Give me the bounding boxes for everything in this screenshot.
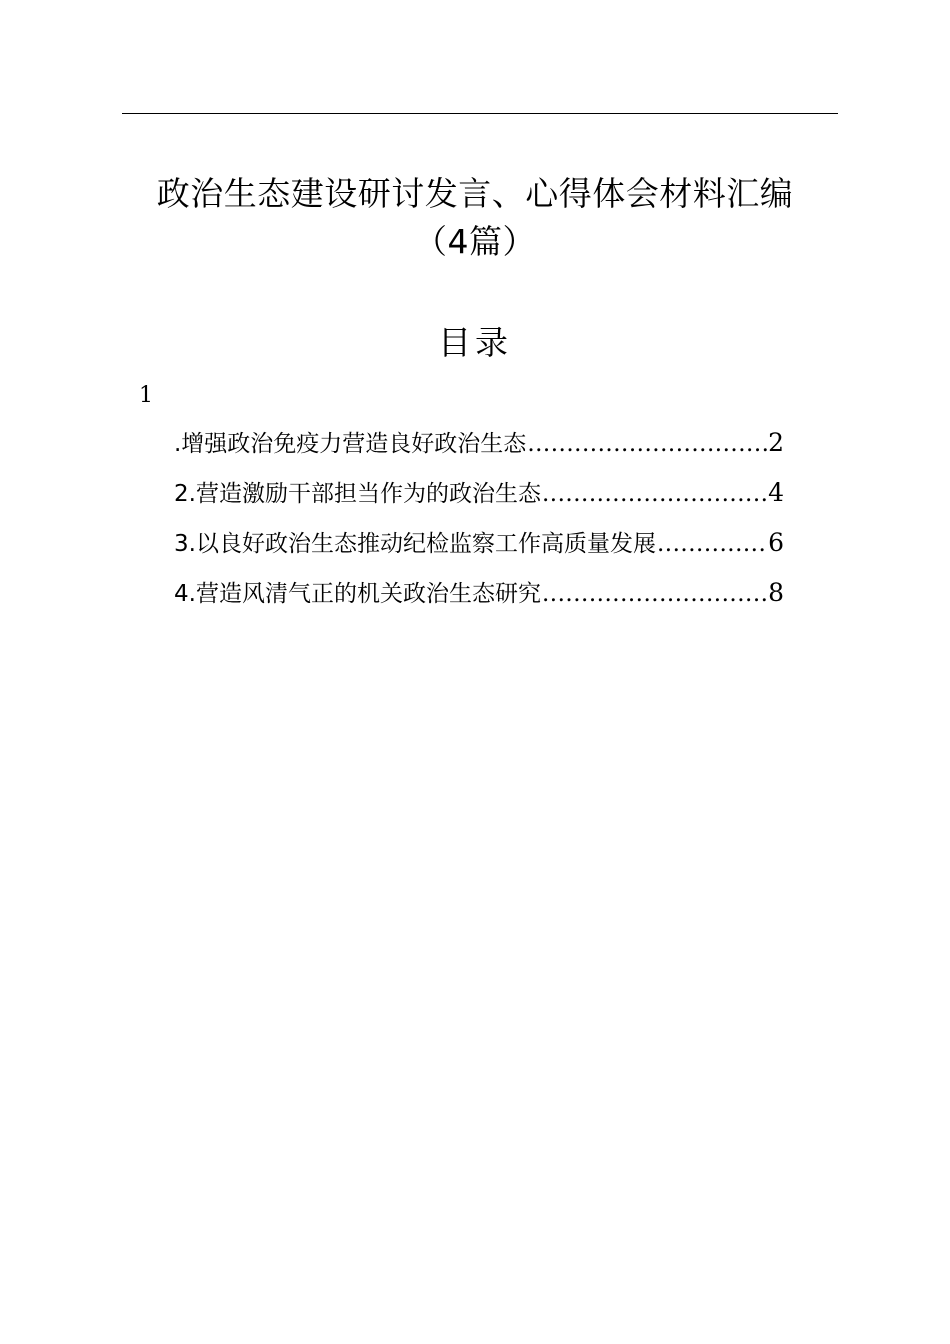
toc-entry-title: .增强政治免疫力营造良好政治生态 [174, 431, 527, 457]
document-title [0, 170, 950, 266]
toc-entry-title: 3.以良好政治生态推动纪检监察工作高质量发展 [174, 531, 656, 557]
title-line-1: 政治生态建设研讨发言、心得体会材料汇编 [156, 174, 794, 213]
toc-entry-title: 4.营造风清气正的机关政治生态研究 [174, 581, 541, 607]
header-rule [122, 113, 838, 114]
toc-entry-2[interactable] [174, 474, 784, 524]
toc-entry-1[interactable] [174, 424, 784, 474]
dot-leader [526, 425, 768, 463]
toc-entry-title: 2.营造激励干部担当作为的政治生态 [174, 481, 541, 507]
toc-entry-page: 6 [768, 528, 784, 557]
dot-leader [541, 575, 768, 613]
dot-leader [541, 475, 768, 513]
dot-leader [656, 525, 768, 563]
toc-entry-4[interactable] [174, 574, 784, 624]
toc-entry-page: 8 [768, 578, 784, 607]
title-line-2: （4篇） [414, 222, 536, 261]
toc-entry-page: 4 [768, 478, 784, 507]
toc-entry-3[interactable] [174, 524, 784, 574]
toc-heading: 目录 [438, 323, 512, 362]
table-of-contents [174, 424, 784, 624]
list-marker: 1 [139, 383, 153, 408]
toc-entry-page: 2 [768, 428, 784, 457]
